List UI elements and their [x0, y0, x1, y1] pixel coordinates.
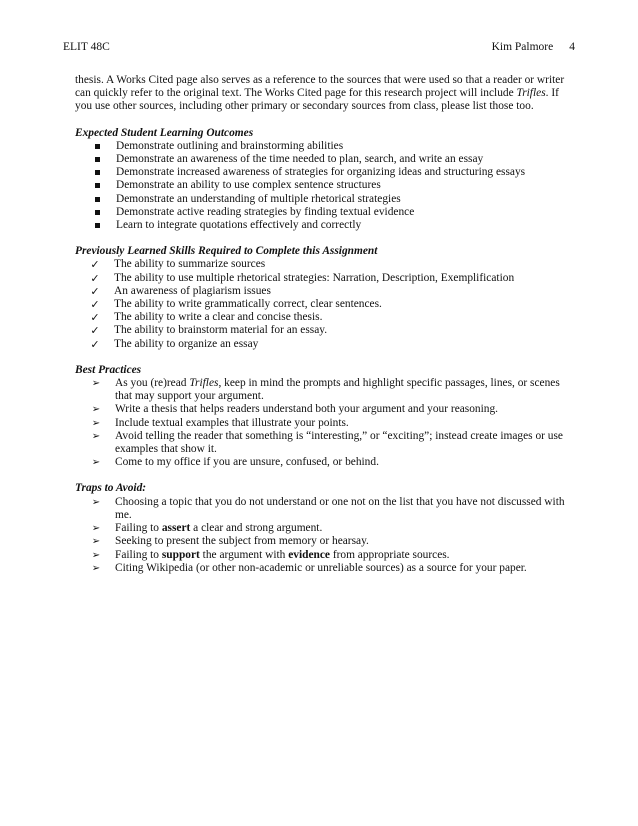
- list-item: [75, 206, 570, 219]
- outcome-text: Demonstrate active reading strategies by finding textual evidence: [116, 205, 415, 218]
- skill-text: The ability to brainstorm material for an essay.: [114, 324, 328, 337]
- list-item: [75, 193, 570, 206]
- checkmark-icon: ✓: [90, 311, 100, 325]
- list-item: [75, 549, 570, 562]
- list-item: [75, 562, 570, 575]
- list-item: [75, 522, 570, 535]
- arrowhead-icon: ➢: [91, 378, 101, 390]
- arrowhead-icon: ➢: [91, 404, 101, 416]
- traps-heading: Traps to Avoid:: [75, 482, 147, 495]
- trap-text-mid: the argument with: [199, 548, 289, 561]
- list-item: [75, 338, 570, 351]
- intro-title-italic: Trifles: [516, 87, 546, 100]
- outcome-text: Demonstrate an awareness of the time needed to plan, search, and write an essay: [116, 153, 484, 166]
- outcome-text: Learn to integrate quotations effectively and correctly: [116, 219, 362, 232]
- trap-emphasis: assert: [161, 522, 191, 535]
- practices-heading: Best Practices: [75, 363, 142, 376]
- header-right: [492, 41, 575, 53]
- practice-text: Write a thesis that helps readers understand both your argument and your reasoning.: [115, 403, 499, 416]
- arrowhead-icon: ➢: [91, 562, 101, 574]
- skill-text: The ability to write a clear and concise thesis.: [114, 311, 323, 324]
- trap-text-pre: Failing to: [115, 522, 162, 535]
- list-item: [75, 311, 570, 324]
- square-bullet-icon: [91, 206, 103, 219]
- intro-text-2: . If you use other sources, including other primary or secondary sources from class, please list those too.: [75, 87, 559, 113]
- trap-text-post: a clear and strong argument.: [190, 522, 323, 535]
- list-item: [75, 258, 570, 271]
- checkmark-icon: ✓: [90, 298, 100, 312]
- list-item: [75, 377, 570, 403]
- checkmark-icon: ✓: [90, 271, 100, 285]
- arrowhead-icon: ➢: [91, 496, 101, 508]
- page-header: [63, 41, 575, 55]
- list-item: [75, 403, 570, 416]
- skill-text: The ability to write grammatically correct, clear sentences.: [114, 298, 382, 311]
- list-item: [75, 219, 570, 232]
- skill-text: The ability to organize an essay: [114, 337, 259, 350]
- arrowhead-icon: ➢: [91, 430, 101, 442]
- list-item: [75, 324, 570, 337]
- square-bullet-icon: [91, 166, 103, 179]
- checkmark-icon: ✓: [90, 324, 100, 338]
- outcome-text: Demonstrate increased awareness of strategies for organizing ideas and structuring essays: [116, 166, 526, 179]
- list-item: [75, 179, 570, 192]
- list-item: [75, 272, 570, 285]
- practice-text: Include textual examples that illustrate your points.: [115, 416, 349, 429]
- skill-text: The ability to summarize sources: [114, 258, 266, 271]
- list-item: [75, 285, 570, 298]
- square-bullet-icon: [91, 193, 103, 206]
- arrowhead-icon: ➢: [91, 457, 101, 469]
- arrowhead-icon: ➢: [91, 549, 101, 561]
- document-body: [75, 74, 570, 575]
- outcome-text: Demonstrate an ability to use complex sentence structures: [116, 179, 381, 192]
- square-bullet-icon: [91, 153, 103, 166]
- practices-section: [75, 364, 570, 470]
- checkmark-icon: ✓: [90, 337, 100, 351]
- list-item: [75, 535, 570, 548]
- outcomes-section: [75, 127, 570, 233]
- outcome-text: Demonstrate an understanding of multiple rhetorical strategies: [116, 192, 401, 205]
- traps-section: [75, 482, 570, 574]
- practice-title-italic: Trifles: [189, 377, 219, 390]
- practice-text-pre: As you (re)read: [115, 377, 190, 390]
- skills-heading: Previously Learned Skills Required to Complete this Assignment: [75, 245, 378, 258]
- list-item: [75, 456, 570, 469]
- arrowhead-icon: ➢: [91, 417, 101, 429]
- list-item: [75, 153, 570, 166]
- practice-text: Come to my office if you are unsure, confused, or behind.: [115, 456, 379, 469]
- practice-text-post: , keep in mind the prompts and highlight specific passages, lines, or scenes that may support your argument.: [115, 377, 560, 403]
- course-code: ELIT 48C: [63, 41, 110, 53]
- list-item: [75, 496, 570, 522]
- intro-text-1: thesis. A Works Cited page also serves as a reference to the sources that were used so that a reader or writer can quickly refer to the original text. The Works Cited page for this research project will include: [75, 74, 565, 100]
- checkmark-icon: ✓: [90, 284, 100, 298]
- trap-text: Choosing a topic that you do not understand or one not on the list that you have not discussed with me.: [115, 495, 565, 521]
- trap-emphasis: evidence: [288, 548, 330, 561]
- skills-section: [75, 245, 570, 351]
- skill-text: The ability to use multiple rhetorical strategies: Narration, Description, Exemplification: [114, 271, 515, 284]
- arrowhead-icon: ➢: [91, 536, 101, 548]
- list-item: [75, 166, 570, 179]
- trap-text-pre: Failing to: [115, 548, 162, 561]
- square-bullet-icon: [91, 179, 103, 192]
- practice-text: Avoid telling the reader that something is “interesting,” or “exciting”; instead create images or use examples that show it.: [115, 429, 563, 456]
- square-bullet-icon: [91, 140, 103, 153]
- skills-list: [75, 258, 570, 350]
- list-item: [75, 298, 570, 311]
- list-item: [75, 430, 570, 456]
- trap-text: Citing Wikipedia (or other non-academic or unreliable sources) as a source for your paper.: [115, 561, 527, 574]
- practices-list: [75, 377, 570, 469]
- list-item: [75, 140, 570, 153]
- intro-paragraph: [75, 74, 570, 114]
- skill-text: An awareness of plagiarism issues: [114, 284, 271, 297]
- trap-text-post: from appropriate sources.: [329, 548, 450, 561]
- checkmark-icon: ✓: [90, 258, 100, 272]
- list-item: [75, 417, 570, 430]
- trap-emphasis: support: [161, 548, 200, 561]
- square-bullet-icon: [91, 219, 103, 232]
- author-name: Kim Palmore: [491, 41, 554, 53]
- trap-text: Seeking to present the subject from memory or hearsay.: [115, 535, 369, 548]
- outcome-text: Demonstrate outlining and brainstorming abilities: [116, 139, 344, 152]
- traps-list: [75, 496, 570, 575]
- page-number: 4: [569, 41, 575, 53]
- outcomes-list: [75, 140, 570, 232]
- arrowhead-icon: ➢: [91, 523, 101, 535]
- outcomes-heading: Expected Student Learning Outcomes: [75, 126, 254, 139]
